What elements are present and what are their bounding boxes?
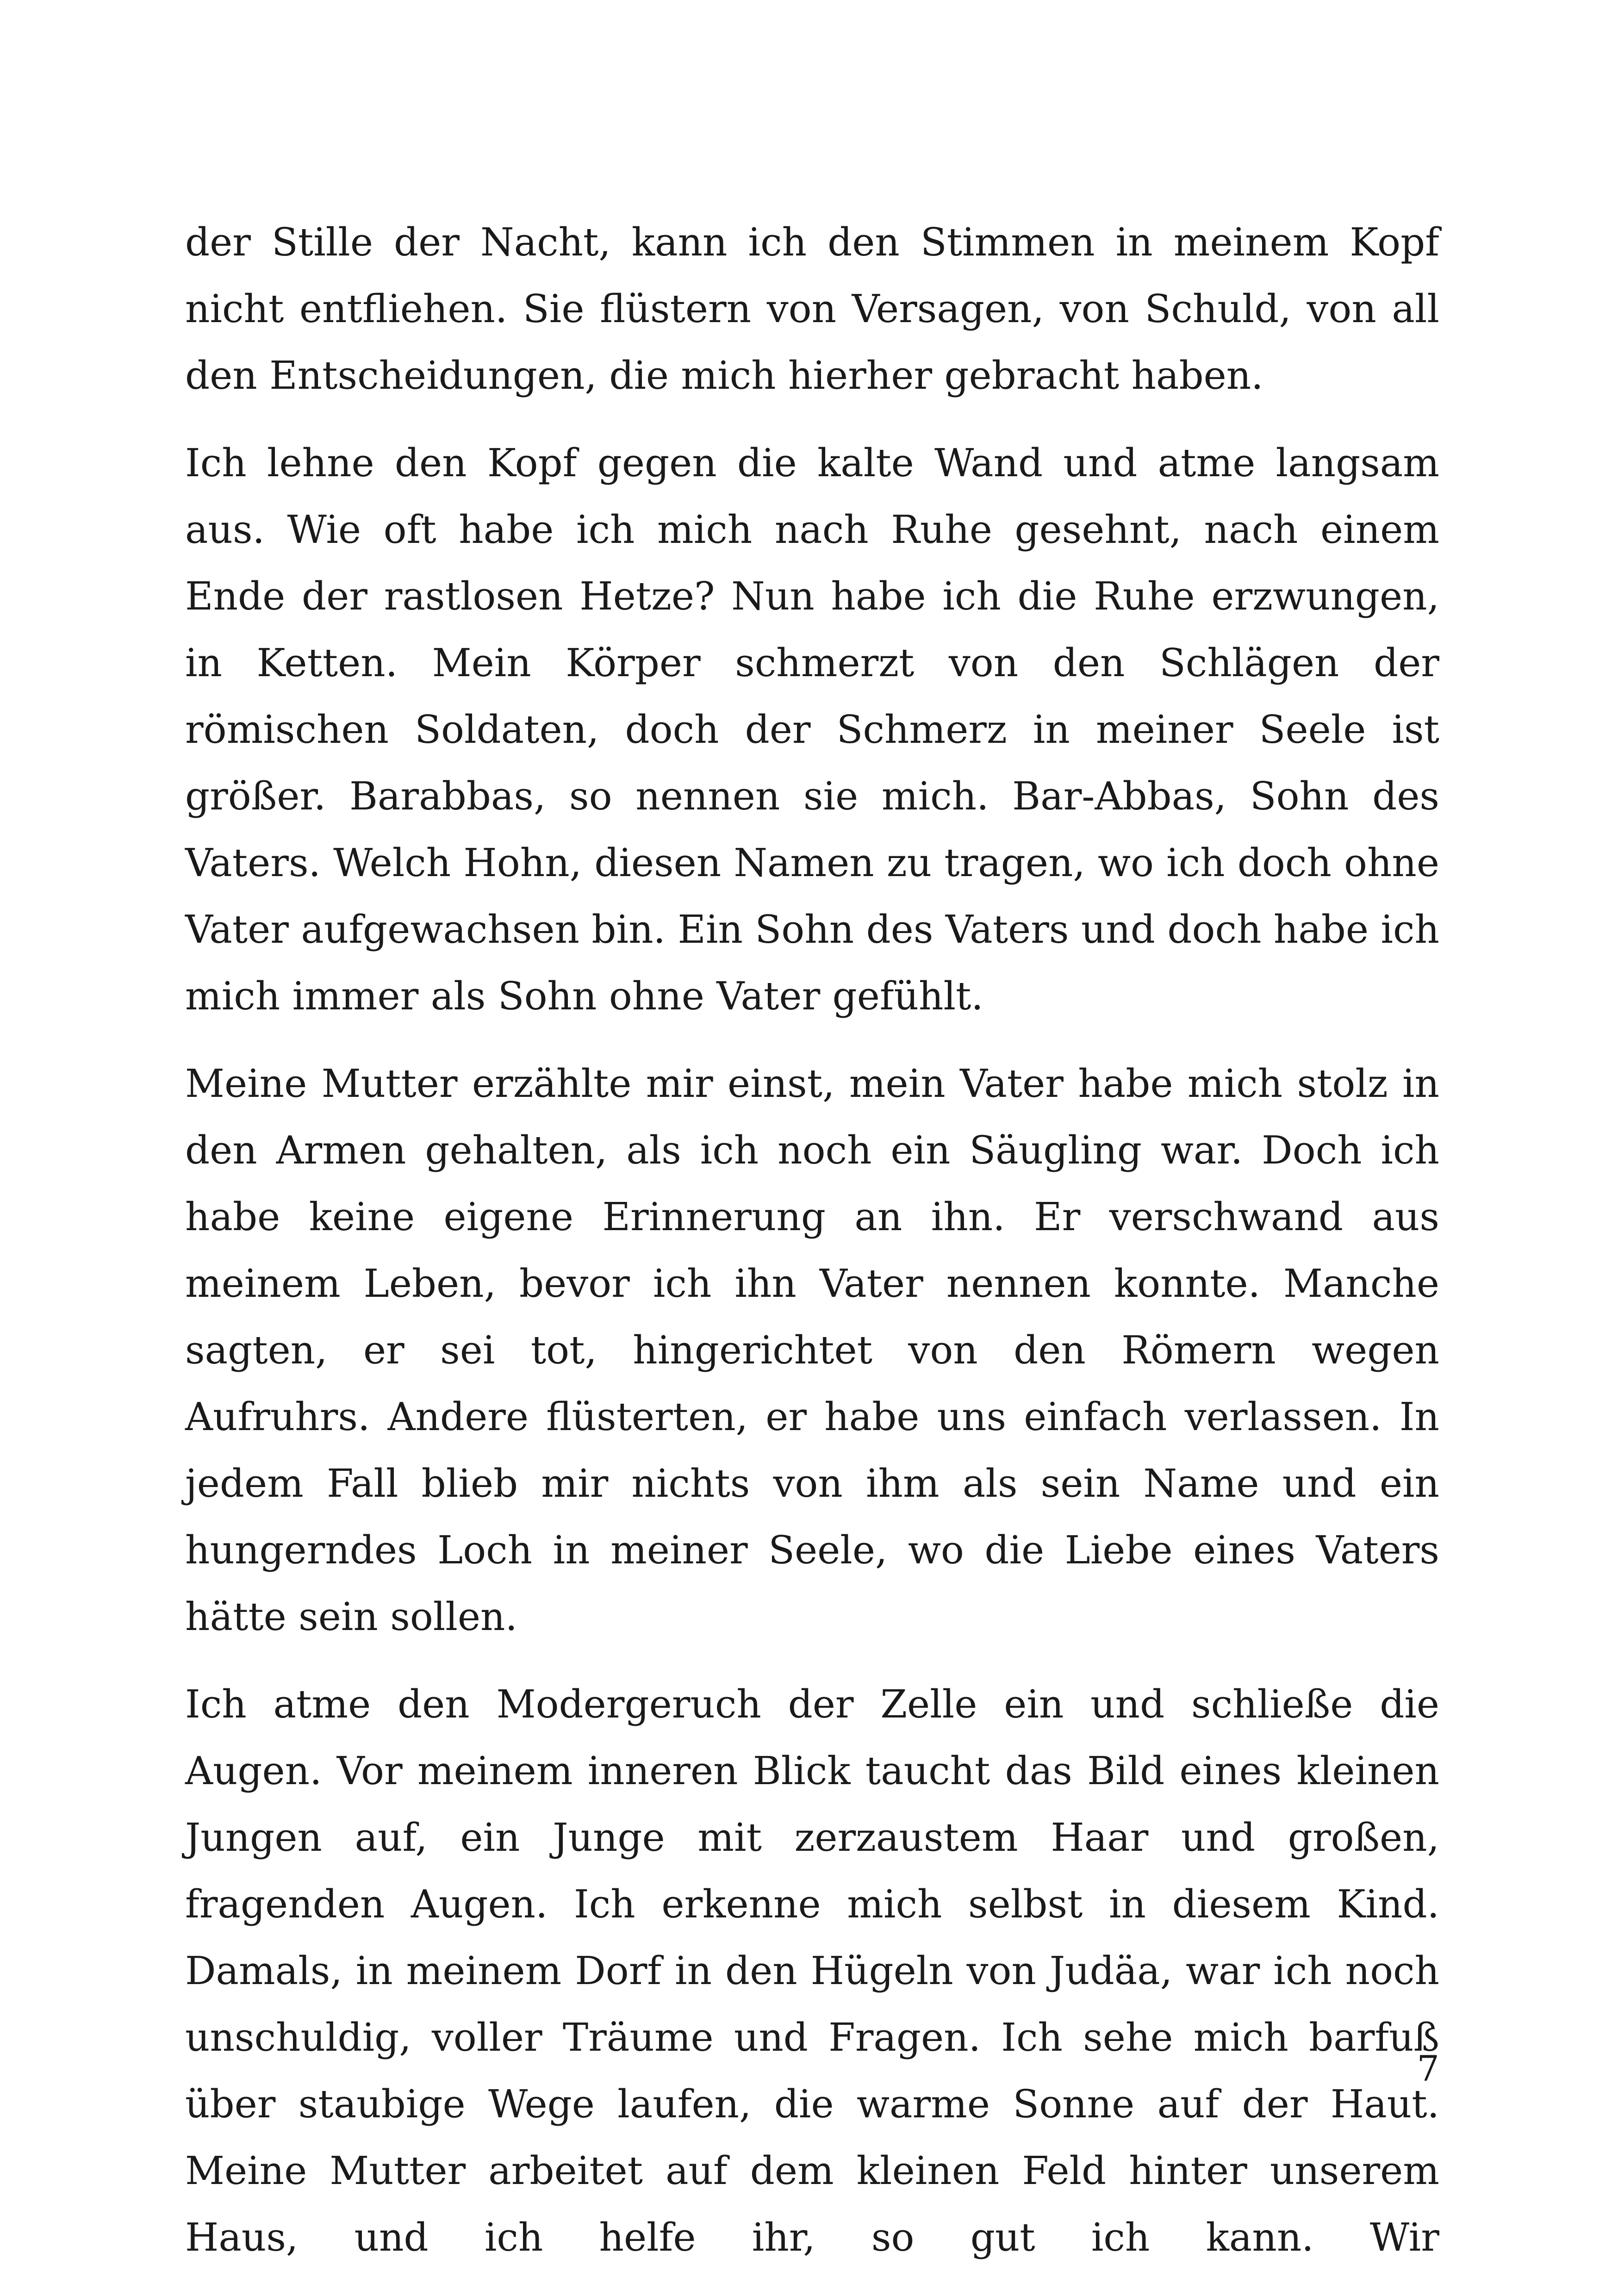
paragraph: der Stille der Nacht, kann ich den Stimmen in meinem Kopf nicht entfliehen. Sie flüstern von Versagen, von Schuld, von all den Entscheidungen, die mich hierher gebracht haben. (185, 220, 1439, 398)
page-number: 7 (1417, 2048, 1439, 2089)
body-text (185, 209, 1439, 2292)
paragraph: Meine Mutter erzählte mir einst, mein Vater habe mich stolz in den Armen gehalten, als ich noch ein Säugling war. Doch ich habe keine eigene Erinnerung an ihn. Er verschwand aus meinem Leben, bevor ich ihn Vater nennen konnte. Manche sagten, er sei tot, hingerichtet von den Römern wegen Aufruhrs. Andere flüsterten, er habe uns einfach verlassen. In jedem Fall blieb mir nichts von ihm als sein Name und ein hungerndes Loch in meiner Seele, wo die Liebe eines Vaters hätte sein sollen. (185, 1061, 1439, 1639)
paragraph: Ich lehne den Kopf gegen die kalte Wand und atme langsam aus. Wie oft habe ich mich nach Ruhe gesehnt, nach einem Ende der rastlosen Hetze? Nun habe ich die Ruhe erzwungen, in Ketten. Mein Körper schmerzt von den Schlägen der römischen Soldaten, doch der Schmerz in meiner Seele ist größer. Barabbas, so nennen sie mich. Bar-Abbas, Sohn des Vaters. Welch Hohn, diesen Namen zu tragen, wo ich doch ohne Vater aufgewachsen bin. Ein Sohn des Vaters und doch habe ich mich immer als Sohn ohne Vater gefühlt. (185, 441, 1439, 1019)
paragraph: Ich atme den Modergeruch der Zelle ein und schließe die Augen. Vor meinem inneren Blick taucht das Bild eines kleinen Jungen auf, ein Junge mit zerzaustem Haar und großen, fragenden Augen. Ich erkenne mich selbst in diesem Kind. Damals, in meinem Dorf in den Hügeln von Judäa, war ich noch unschuldig, voller Träume und Fragen. Ich sehe mich barfuß über staubige Wege laufen, die warme Sonne auf der Haut. Meine Mutter arbeitet auf dem kleinen Feld hinter unserem Haus, und ich helfe ihr, so gut ich kann. Wir (185, 1682, 1439, 2260)
